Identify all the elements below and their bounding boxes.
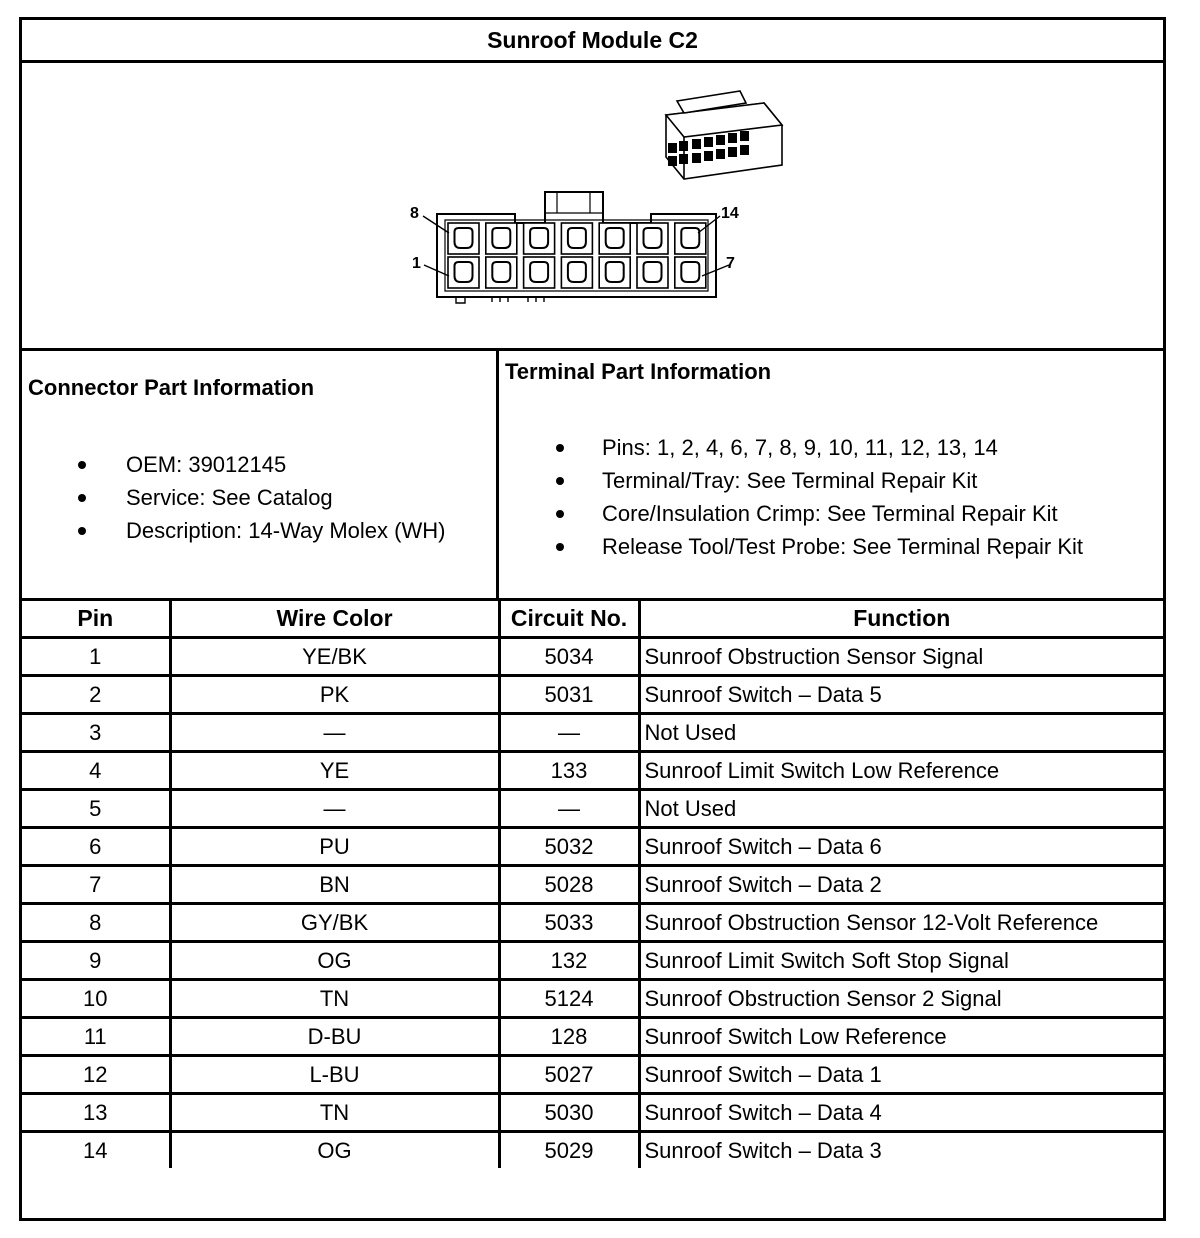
- circuit-cell: —: [499, 790, 639, 828]
- connector-3d-icon: [666, 91, 782, 179]
- pin-cell: 9: [22, 942, 170, 980]
- pin-cell: 11: [22, 1018, 170, 1056]
- pin-cavities: [448, 223, 706, 288]
- table-row: [22, 866, 1163, 904]
- circuit-cell: 5033: [499, 904, 639, 942]
- bullet-icon: [78, 527, 86, 535]
- function-cell: Sunroof Limit Switch Low Reference: [639, 752, 1163, 790]
- pin-label-1: 1: [412, 255, 421, 272]
- circuit-cell: —: [499, 714, 639, 752]
- list-item: OEM: 39012145: [22, 448, 445, 481]
- wire-color-cell: PK: [170, 676, 499, 714]
- pin-cell: 4: [22, 752, 170, 790]
- terminal-info-heading: Terminal Part Information: [505, 359, 772, 384]
- function-cell: Sunroof Limit Switch Soft Stop Signal: [639, 942, 1163, 980]
- circuit-cell: 5027: [499, 1056, 639, 1094]
- function-cell: Sunroof Switch – Data 2: [639, 866, 1163, 904]
- list-item: Release Tool/Test Probe: See Terminal Repair Kit: [499, 530, 1083, 563]
- function-cell: Sunroof Obstruction Sensor 12-Volt Reference: [639, 904, 1163, 942]
- pin-cell: 13: [22, 1094, 170, 1132]
- bullet-icon: [556, 444, 564, 452]
- pin-cell: 7: [22, 866, 170, 904]
- connector-sheet: [19, 17, 1166, 1221]
- list-item: Pins: 1, 2, 4, 6, 7, 8, 9, 10, 11, 12, 13, 14: [499, 431, 1083, 464]
- table-row: [22, 752, 1163, 790]
- pin-cell: 3: [22, 714, 170, 752]
- circuit-cell: 5032: [499, 828, 639, 866]
- terminal-info-list: [499, 431, 1083, 563]
- connector-info-list: [22, 448, 445, 547]
- wire-color-cell: YE: [170, 752, 499, 790]
- function-cell: Sunroof Switch – Data 3: [639, 1132, 1163, 1169]
- pin-cell: 1: [22, 638, 170, 676]
- function-cell: Sunroof Switch – Data 6: [639, 828, 1163, 866]
- terminal-part-information: [499, 351, 1163, 601]
- wire-color-cell: PU: [170, 828, 499, 866]
- pin-cell: 8: [22, 904, 170, 942]
- bullet-icon: [78, 494, 86, 502]
- page-title: Sunroof Module C2: [22, 20, 1163, 63]
- function-cell: Not Used: [639, 790, 1163, 828]
- circuit-cell: 5124: [499, 980, 639, 1018]
- pin-cell: 14: [22, 1132, 170, 1169]
- circuit-cell: 133: [499, 752, 639, 790]
- function-cell: Sunroof Obstruction Sensor Signal: [639, 638, 1163, 676]
- pin-label-8: 8: [410, 205, 419, 222]
- circuit-cell: 5030: [499, 1094, 639, 1132]
- function-cell: Sunroof Switch – Data 4: [639, 1094, 1163, 1132]
- function-cell: Sunroof Switch – Data 5: [639, 676, 1163, 714]
- connector-face-view: [22, 63, 1163, 348]
- table-row: [22, 942, 1163, 980]
- bullet-icon: [556, 543, 564, 551]
- connector-diagram: [22, 63, 1163, 351]
- pin-label-7: 7: [726, 255, 735, 272]
- table-row: [22, 1018, 1163, 1056]
- table-row: [22, 904, 1163, 942]
- column-header-wire-color: Wire Color: [170, 601, 499, 638]
- list-item: Service: See Catalog: [22, 481, 445, 514]
- wire-color-cell: —: [170, 790, 499, 828]
- pinout-table: [22, 601, 1163, 1168]
- circuit-cell: 5028: [499, 866, 639, 904]
- wire-color-cell: OG: [170, 1132, 499, 1169]
- table-row: [22, 1056, 1163, 1094]
- table-row: [22, 638, 1163, 676]
- column-header-pin: Pin: [22, 601, 170, 638]
- table-row: [22, 980, 1163, 1018]
- list-item: Description: 14-Way Molex (WH): [22, 514, 445, 547]
- connector-info-heading: Connector Part Information: [28, 375, 315, 400]
- wire-color-cell: GY/BK: [170, 904, 499, 942]
- wire-color-cell: OG: [170, 942, 499, 980]
- pin-cell: 12: [22, 1056, 170, 1094]
- table-row: [22, 828, 1163, 866]
- circuit-cell: 128: [499, 1018, 639, 1056]
- bullet-icon: [556, 510, 564, 518]
- table-row: [22, 714, 1163, 752]
- circuit-cell: 132: [499, 942, 639, 980]
- wire-color-cell: L-BU: [170, 1056, 499, 1094]
- wire-color-cell: —: [170, 714, 499, 752]
- wire-color-cell: TN: [170, 980, 499, 1018]
- column-header-circuit: Circuit No.: [499, 601, 639, 638]
- circuit-cell: 5034: [499, 638, 639, 676]
- pin-cell: 5: [22, 790, 170, 828]
- wire-color-cell: BN: [170, 866, 499, 904]
- wire-color-cell: YE/BK: [170, 638, 499, 676]
- wire-color-cell: D-BU: [170, 1018, 499, 1056]
- table-row: [22, 1094, 1163, 1132]
- pin-label-14: 14: [721, 205, 739, 222]
- pin-cell: 6: [22, 828, 170, 866]
- function-cell: Not Used: [639, 714, 1163, 752]
- column-header-function: Function: [639, 601, 1163, 638]
- pin-cell: 10: [22, 980, 170, 1018]
- wire-color-cell: TN: [170, 1094, 499, 1132]
- circuit-cell: 5031: [499, 676, 639, 714]
- function-cell: Sunroof Obstruction Sensor 2 Signal: [639, 980, 1163, 1018]
- pin-cell: 2: [22, 676, 170, 714]
- table-row: [22, 1132, 1163, 1169]
- circuit-cell: 5029: [499, 1132, 639, 1169]
- bullet-icon: [78, 461, 86, 469]
- bullet-icon: [556, 477, 564, 485]
- table-header-row: [22, 601, 1163, 638]
- list-item: Core/Insulation Crimp: See Terminal Repair Kit: [499, 497, 1083, 530]
- table-row: [22, 676, 1163, 714]
- function-cell: Sunroof Switch – Data 1: [639, 1056, 1163, 1094]
- function-cell: Sunroof Switch Low Reference: [639, 1018, 1163, 1056]
- table-row: [22, 790, 1163, 828]
- list-item: Terminal/Tray: See Terminal Repair Kit: [499, 464, 1083, 497]
- connector-part-information: [22, 351, 499, 601]
